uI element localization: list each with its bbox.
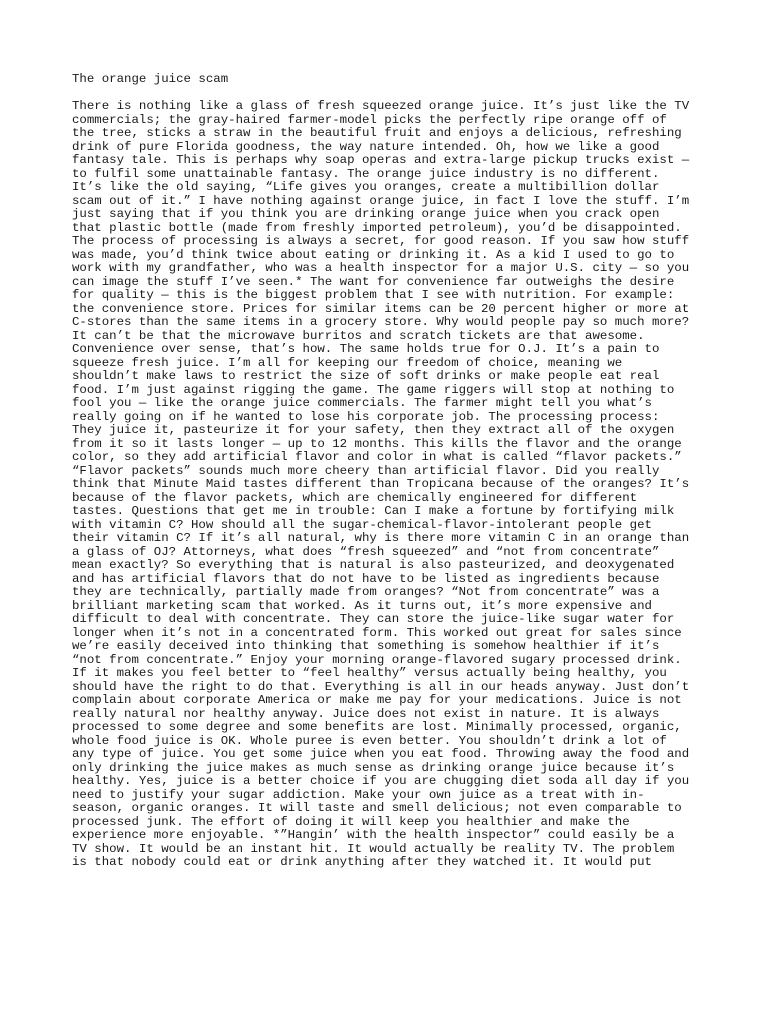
text-line: It can’t be that the microwave burritos and scratch tickets are that awesome. — [72, 328, 645, 343]
text-line: think that Minute Maid tastes different than Tropicana because of the oranges? It’s — [72, 477, 690, 491]
text-line: brilliant marketing scam that worked. As it turns out, it’s more expensive and — [72, 598, 652, 613]
text-line: mean exactly? So everything that is natural is also pasteurized, and deoxygenated — [72, 558, 675, 572]
text-line: we’re easily deceived into thinking that something is somehow healthier if it’s — [72, 639, 660, 653]
text-line: was made, you’d think twice about eating or drinking it. As a kid I used to go to — [72, 247, 675, 262]
text-line: squeeze fresh juice. I’m all for keeping our freedom of choice, meaning we — [72, 355, 623, 370]
text-line: longer when it’s not in a concentrated form. This worked out great for sales since — [72, 625, 682, 640]
text-line: “Flavor packets” sounds much more cheery than artificial flavor. Did you really — [72, 463, 660, 478]
text-line: for quality — this is the biggest problem that I see with nutrition. For example: — [72, 288, 675, 302]
text-line: the convenience store. Prices for similar items can be 20 percent higher or more at — [72, 301, 690, 316]
text-line: scam out of it.” I have nothing against orange juice, in fact I love the stuff. I’m — [72, 193, 690, 208]
text-line: experience more enjoyable. *”Hangin’ with the health inspector” could easily be a — [72, 828, 675, 842]
document-title: The orange juice scam — [72, 72, 229, 86]
text-line: just saying that if you think you are drinking orange juice when you crack open — [72, 207, 660, 221]
text-line: season, organic oranges. It will taste and smell delicious; not even comparable to — [72, 801, 682, 815]
document-body — [72, 73, 768, 870]
text-line: can image the stuff I’ve seen.* The want for convenience far outweighs the desire — [72, 274, 675, 289]
text-line: There is nothing like a glass of fresh squeezed orange juice. It’s just like the TV — [72, 99, 690, 113]
text-line: only drinking the juice makes as much sense as drinking orange juice because it’s — [72, 760, 675, 775]
text-line: their vitamin C? If it’s all natural, why is there more vitamin C in an orange than — [72, 531, 690, 545]
text-line: need to justify your sugar addiction. Make your own juice as a treat with in- — [72, 787, 645, 802]
text-line: a glass of OJ? Attorneys, what does “fresh squeezed” and “not from concentrate” — [72, 544, 660, 559]
text-line: and has artificial flavors that do not have to be listed as ingredients because — [72, 571, 660, 586]
text-line: any type of juice. You get some juice when you eat food. Throwing away the food and — [72, 747, 690, 761]
text-line: that plastic bottle (made from freshly imported petroleum), you’d be disappointed. — [72, 220, 682, 235]
text-line: should have the right to do that. Everything is all in our heads anyway. Just don’t — [72, 679, 690, 694]
text-line: is that nobody could eat or drink anything after they watched it. It would put — [72, 855, 652, 869]
text-line: complain about corporate America or make me pay for your medications. Juice is not — [72, 693, 682, 707]
text-line: They juice it, pasteurize it for your safety, then they extract all of the oxygen — [72, 423, 675, 437]
text-line: The process of processing is always a secret, for good reason. If you saw how stuff — [72, 234, 690, 248]
text-line: the tree, sticks a straw in the beautiful fruit and enjoys a delicious, refreshing — [72, 126, 682, 140]
text-line: with vitamin C? How should all the sugar-chemical-flavor-intolerant people get — [72, 517, 652, 532]
text-line: to fulfil some unattainable fantasy. The orange juice industry is no different. — [72, 166, 660, 181]
text-line: Convenience over sense, that’s how. The same holds true for O.J. It’s a pain to — [72, 342, 660, 356]
text-line: TV show. It would be an instant hit. It would actually be reality TV. The problem — [72, 841, 675, 856]
text-line: It’s like the old saying, “Life gives you oranges, create a multibillion dollar — [72, 180, 660, 194]
document-text — [72, 100, 768, 870]
text-line: If it makes you feel better to “feel healthy” versus actually being healthy, you — [72, 666, 667, 680]
text-line: shouldn’t make laws to restrict the size of soft drinks or make people eat real — [72, 369, 660, 383]
text-line: fantasy tale. This is perhaps why soap operas and extra-large pickup trucks exist — — [72, 153, 690, 167]
text-line: color, so they add artificial flavor and color in what is called “flavor packets.” — [72, 450, 682, 464]
text-line: really natural nor healthy anyway. Juice does not exist in nature. It is always — [72, 706, 660, 721]
text-line: really going on if he wanted to lose his corporate job. The processing process: — [72, 409, 660, 424]
text-line: whole food juice is OK. Whole puree is even better. You shouldn’t drink a lot of — [72, 733, 667, 748]
text-line: C-stores than the same items in a grocery store. Why would people pay so much more? — [72, 315, 690, 329]
text-line: drink of pure Florida goodness, the way nature intended. Oh, how we like a good — [72, 139, 660, 154]
text-line: difficult to deal with concentrate. They can store the juice-like sugar water for — [72, 612, 675, 626]
text-line: tastes. Questions that get me in trouble: Can I make a fortune by fortifying milk — [72, 504, 675, 518]
text-line: healthy. Yes, juice is a better choice if you are chugging diet soda all day if you — [72, 774, 690, 788]
text-line: food. I’m just against rigging the game. The game riggers will stop at nothing to — [72, 382, 675, 397]
text-line: work with my grandfather, who was a health inspector for a major U.S. city — so you — [72, 261, 690, 275]
text-line: processed junk. The effort of doing it will keep you healthier and make the — [72, 814, 630, 829]
text-line: “not from concentrate.” Enjoy your morning orange-flavored sugary processed drink. — [72, 652, 682, 667]
text-line: they are technically, partially made from oranges? “Not from concentrate” was a — [72, 585, 660, 599]
text-line: commercials; the gray-haired farmer-model picks the perfectly ripe orange off of — [72, 112, 667, 127]
text-line: because of the flavor packets, which are chemically engineered for different — [72, 490, 638, 505]
text-line: processed to some degree and some benefits are lost. Minimally processed, organic, — [72, 720, 682, 734]
text-line: from it so it lasts longer — up to 12 months. This kills the flavor and the orange — [72, 436, 682, 451]
text-line: fool you — like the orange juice commercials. The farmer might tell you what’s — [72, 396, 652, 410]
